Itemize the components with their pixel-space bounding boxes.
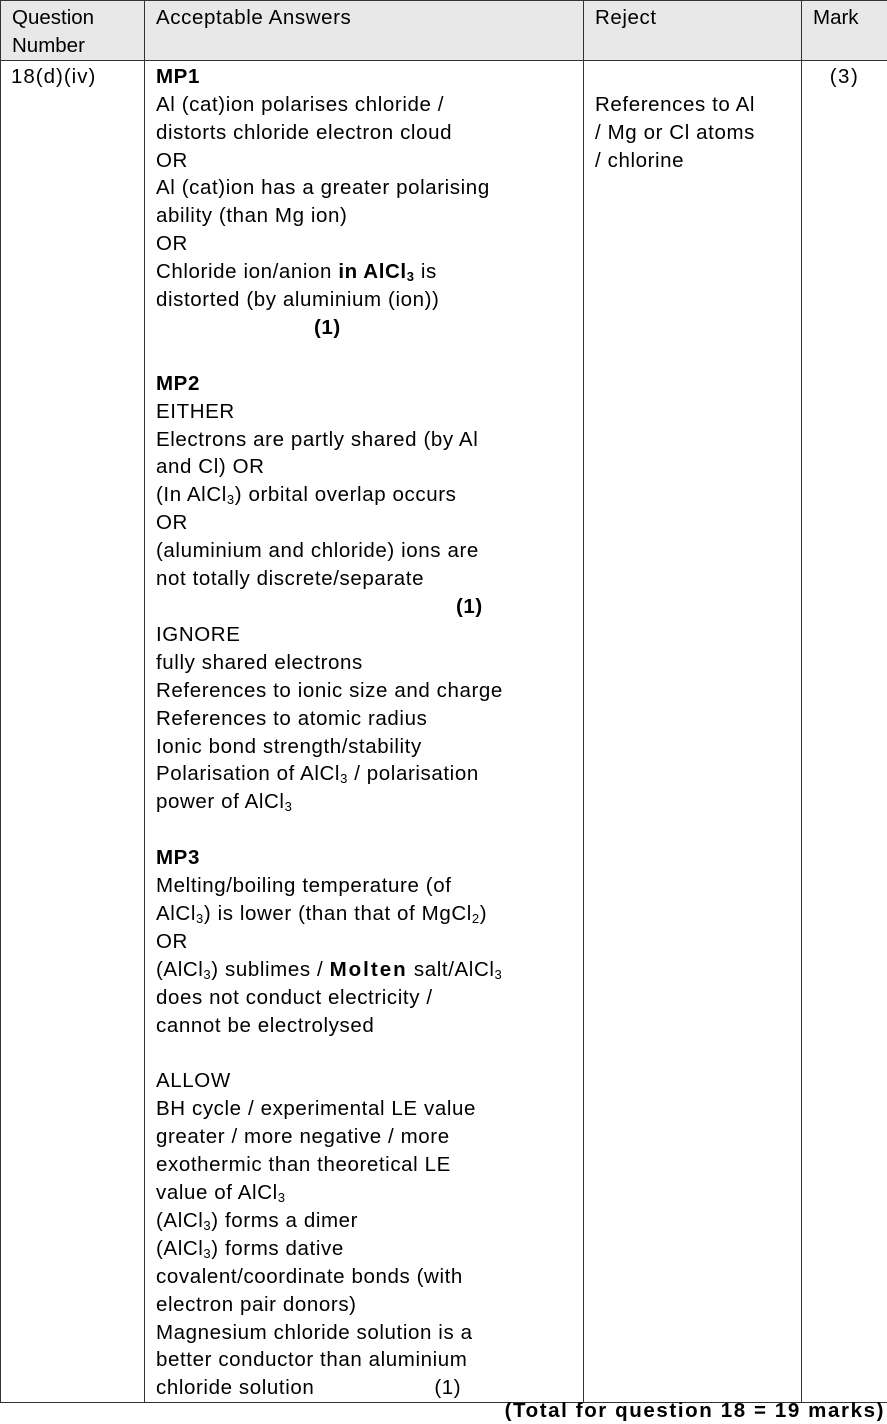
text: Polarisation of AlCl xyxy=(156,762,341,786)
mp1-line: OR xyxy=(156,148,188,172)
mp3-line: OR xyxy=(156,929,188,953)
mp1-line: Al (cat)ion has a greater polarising xyxy=(156,176,490,200)
text: ) is lower (than that of MgCl xyxy=(203,901,472,925)
subscript: 3 xyxy=(284,799,293,815)
reject-line: / chlorine xyxy=(595,148,685,172)
mark-cell: (3) xyxy=(802,60,887,1402)
spacer xyxy=(156,1040,583,1068)
mp2-line: OR xyxy=(156,511,188,535)
ignore-line: References to ionic size and charge xyxy=(156,678,503,702)
question-number: 18(d)(iv) xyxy=(1,60,145,1402)
allow-line: greater / more negative / more xyxy=(156,1125,450,1149)
text: value of AlCl xyxy=(156,1181,278,1205)
allow-mark: (1) xyxy=(434,1376,462,1400)
reject-line: References to Al xyxy=(595,92,756,116)
text: ) xyxy=(479,901,488,925)
allow-line: covalent/coordinate bonds (with xyxy=(156,1264,463,1288)
acceptable-answers-cell xyxy=(145,60,584,1402)
text: salt/AlCl xyxy=(407,957,495,981)
allow-line xyxy=(156,1179,583,1207)
mp2-title: MP2 xyxy=(156,371,200,395)
subscript: 3 xyxy=(203,1217,212,1233)
ignore-power-line xyxy=(156,788,583,816)
ignore-line: References to atomic radius xyxy=(156,706,428,730)
mp3-title: MP3 xyxy=(156,846,200,870)
subscript: 3 xyxy=(340,771,348,787)
header-row xyxy=(1,1,887,61)
text: (AlCl xyxy=(156,957,204,981)
subscript: 2 xyxy=(471,910,480,926)
mp3-line xyxy=(156,900,583,928)
mp2-overlap-line xyxy=(156,481,583,509)
answer-row xyxy=(1,60,887,1402)
text: chloride solution xyxy=(156,1376,315,1400)
allow-line: better conductor than aluminium xyxy=(156,1348,468,1372)
header-acceptable-answers-label: Acceptable Answers xyxy=(156,6,352,29)
text: ) forms dative xyxy=(211,1236,344,1260)
reject-line: / Mg or Cl atoms xyxy=(595,120,755,144)
header-question-number xyxy=(1,1,145,61)
subscript: 3 xyxy=(203,966,212,982)
mp2-line: and Cl) OR xyxy=(156,455,265,479)
mp1-chloride-line xyxy=(156,258,583,286)
text: (AlCl xyxy=(156,1236,204,1260)
ignore-line: fully shared electrons xyxy=(156,650,363,674)
mp2-line: not totally discrete/separate xyxy=(156,567,425,591)
subscript: 3 xyxy=(406,269,415,285)
allow-line: electron pair donors) xyxy=(156,1292,357,1316)
header-question-number-label: Question Number xyxy=(12,6,95,57)
allow-line: BH cycle / experimental LE value xyxy=(156,1097,477,1121)
text: Chloride ion/anion xyxy=(156,260,339,284)
ignore-line: IGNORE xyxy=(156,622,241,646)
subscript: 3 xyxy=(203,1245,212,1261)
text: (AlCl xyxy=(156,1208,204,1232)
subscript: 3 xyxy=(226,492,235,508)
question-total: (Total for question 18 = 19 marks) xyxy=(504,1399,885,1422)
header-mark xyxy=(802,1,887,61)
allow-line xyxy=(156,1207,583,1235)
bold-text: in AlCl xyxy=(338,260,407,284)
subscript: 3 xyxy=(277,1190,286,1206)
mp2-mark: (1) xyxy=(456,595,483,619)
text: (In AlCl xyxy=(156,483,227,507)
subscript: 3 xyxy=(494,966,503,982)
mp3-line: Melting/boiling temperature (of xyxy=(156,874,452,898)
mp3-line: does not conduct electricity / xyxy=(156,985,433,1009)
mp2-line: EITHER xyxy=(156,399,235,423)
mp1-line: OR xyxy=(156,232,188,256)
subscript: 3 xyxy=(196,910,204,926)
text: AlCl xyxy=(156,901,196,925)
reject-cell xyxy=(584,60,802,1402)
text: / polarisation xyxy=(347,762,479,786)
mp1-line: distorts chloride electron cloud xyxy=(156,120,453,144)
allow-line: Magnesium chloride solution is a xyxy=(156,1320,473,1344)
mp1-line: ability (than Mg ion) xyxy=(156,204,348,228)
allow-line: exothermic than theoretical LE xyxy=(156,1153,451,1177)
ignore-polarisation-line xyxy=(156,760,583,788)
text: power of AlCl xyxy=(156,790,285,814)
allow-line xyxy=(156,1235,583,1263)
mp1-line: Al (cat)ion polarises chloride / xyxy=(156,92,445,116)
header-mark-label: Mark xyxy=(813,6,859,29)
spacer xyxy=(156,342,583,370)
ignore-line: Ionic bond strength/stability xyxy=(156,734,422,758)
text: is xyxy=(414,260,437,284)
mp1-mark: (1) xyxy=(314,315,341,339)
allow-title: ALLOW xyxy=(156,1069,231,1093)
mp3-line xyxy=(156,956,583,984)
text: ) sublimes / xyxy=(211,957,330,981)
header-reject-label: Reject xyxy=(595,6,657,29)
mp3-line: cannot be electrolysed xyxy=(156,1013,375,1037)
header-acceptable-answers xyxy=(145,1,584,61)
bold-text: Molten xyxy=(329,957,408,981)
mp2-line: Electrons are partly shared (by Al xyxy=(156,427,479,451)
text: ) forms a dimer xyxy=(211,1208,359,1232)
mp2-line: (aluminium and chloride) ions are xyxy=(156,539,479,563)
text: ) orbital overlap occurs xyxy=(234,483,457,507)
mp1-title: MP1 xyxy=(156,64,200,88)
mp1-line: distorted (by aluminium (ion)) xyxy=(156,288,440,312)
header-reject xyxy=(584,1,802,61)
spacer xyxy=(156,816,583,844)
